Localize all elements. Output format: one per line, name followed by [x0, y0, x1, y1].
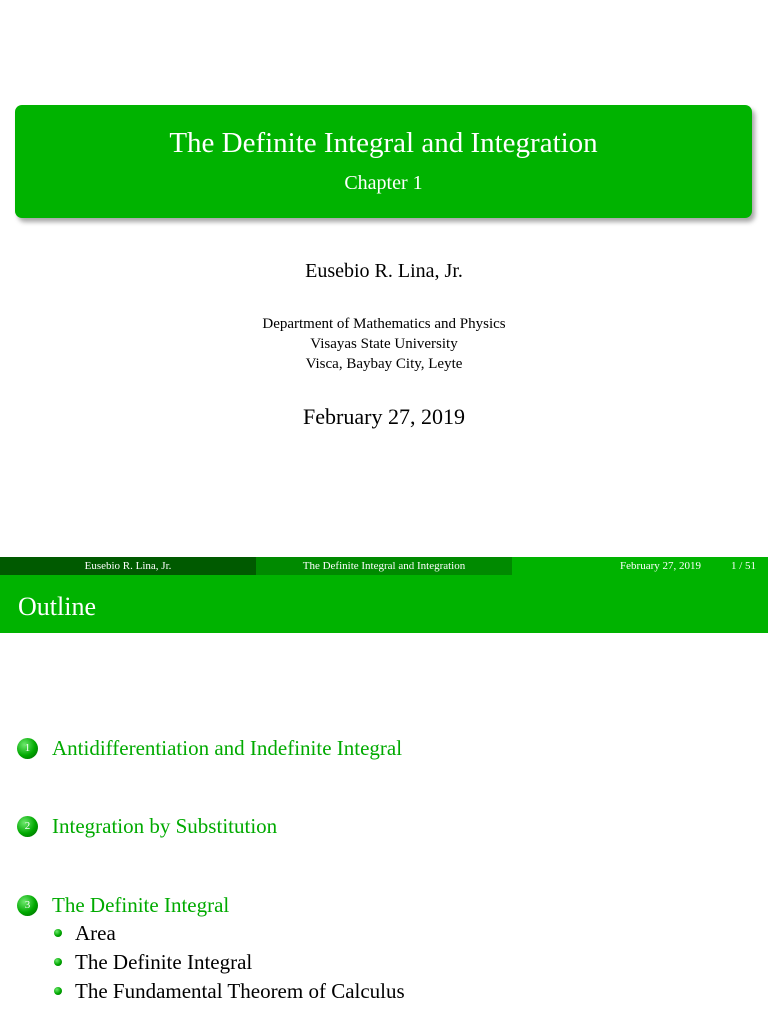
footer-author: Eusebio R. Lina, Jr. — [0, 557, 256, 575]
outline-subsection[interactable] — [0, 919, 768, 947]
outline-section[interactable] — [0, 734, 768, 762]
institute-line: Department of Mathematics and Physics — [262, 316, 506, 332]
frame-title-bar — [0, 575, 768, 633]
section-link[interactable]: Antidifferentiation and Indefinite Integral — [52, 736, 403, 760]
bullet-dot-icon — [54, 958, 62, 966]
footer-date: February 27, 2019 — [620, 560, 701, 572]
subsection-link[interactable]: The Fundamental Theorem of Calculus — [75, 979, 405, 1003]
section-link[interactable]: The Definite Integral — [52, 893, 230, 917]
presentation-subtitle: Chapter 1 — [344, 172, 423, 194]
outline-section[interactable] — [0, 891, 768, 919]
section-number-ball: 2 — [17, 816, 38, 837]
slide-footer — [0, 557, 768, 575]
subsection-link[interactable]: Area — [75, 921, 116, 945]
page-number: 1 / 51 — [730, 560, 756, 572]
subsection-link[interactable]: The Definite Integral — [75, 950, 253, 974]
footer-title: The Definite Integral and Integration — [256, 557, 512, 575]
author-name: Eusebio R. Lina, Jr. — [305, 260, 463, 282]
section-link[interactable]: Integration by Substitution — [52, 814, 278, 838]
bullet-dot-icon — [54, 929, 62, 937]
outline-subsection[interactable] — [0, 977, 768, 1005]
bullet-dot-icon — [54, 987, 62, 995]
section-number-ball: 3 — [17, 895, 38, 916]
institute-block — [0, 314, 768, 374]
outline-section[interactable] — [0, 812, 768, 840]
outline-subsection[interactable] — [0, 948, 768, 976]
institute-line: Visayas State University — [310, 336, 458, 352]
title-block — [15, 105, 752, 218]
section-number-ball: 1 — [17, 738, 38, 759]
presentation-title: The Definite Integral and Integration — [169, 127, 598, 159]
footer-date-box — [512, 557, 768, 575]
institute-line: Visca, Baybay City, Leyte — [305, 356, 463, 372]
frame-title: Outline — [18, 592, 96, 621]
presentation-date: February 27, 2019 — [303, 404, 465, 429]
